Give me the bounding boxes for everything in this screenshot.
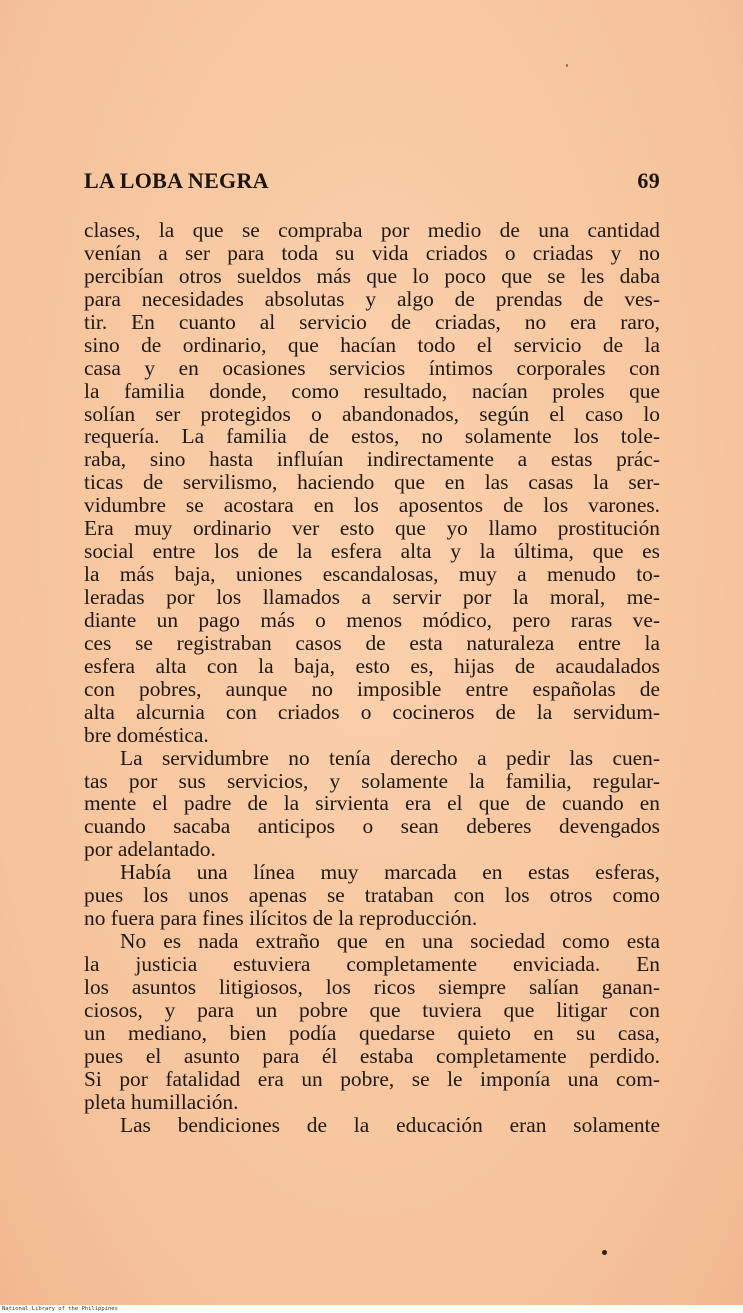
text-line: ces se registraban casos de esta naturaleza entre la [84,630,660,655]
text-line: alta alcurnia con criados o cocineros de la servidum- [84,699,660,724]
text-line: diante un pago más o menos módico, pero raras ve- [84,607,660,632]
text-line: ticas de servilismo, haciendo que en las casas la ser- [84,470,660,495]
text-line: tir. En cuanto al servicio de criadas, no era raro, [84,309,660,334]
text-line: tas por sus servicios, y solamente la familia, regular- [84,768,660,793]
page-number: 69 [637,168,660,193]
text-line: para necesidades absolutas y algo de prendas de ves- [84,286,660,311]
text-line: sino de ordinario, que hacían todo el servicio de la [84,332,660,357]
text-line: Había una línea muy marcada en estas esferas, [120,860,660,885]
text-line: solían ser protegidos o abandonados, según el caso lo [84,401,660,426]
text-line: por adelantado. [84,837,216,862]
text-line: un mediano, bien podía quedarse quieto en su casa, [84,1020,660,1045]
text-line: con pobres, aunque no imposible entre españolas de [84,676,660,701]
text-line: clases, la que se compraba por medio de una cantidad [84,218,660,242]
text-line: pues el asunto para él estaba completamente perdido. [84,1043,660,1068]
text-line: requería. La familia de estos, no solamente los tole- [84,424,660,449]
text-line: La servidumbre no tenía derecho a pedir las cuen- [120,745,660,770]
text-line: la familia donde, como resultado, nacían proles que [84,378,660,403]
text-line: Era muy ordinario ver esto que yo llamo prostitución [84,516,660,541]
text-line: vidumbre se acostara en los aposentos de los varones. [84,493,660,518]
running-title: LA LOBA NEGRA [84,168,269,193]
text-line: Las bendiciones de la educación eran solamente [120,1112,660,1137]
text-line: social entre los de la esfera alta y la última, que es [84,539,660,564]
text-line: la más baja, uniones escandalosas, muy a menudo to- [84,562,660,587]
ink-dot [602,1250,607,1255]
text-line: pleta humillación. [84,1089,239,1114]
text-line: esfera alta con la baja, esto es, hijas de acaudalados [84,653,660,678]
body-text [84,219,660,1137]
text-line: los asuntos litigiosos, los ricos siempre salían ganan- [84,974,660,999]
text-line: pues los unos apenas se trataban con los otros como [84,883,660,908]
text-line: cuando sacaba anticipos o sean deberes devengados [84,814,660,839]
text-line: no fuera para fines ilícitos de la reproducción. [84,906,478,931]
text-line: venían a ser para toda su vida criados o criadas y no [84,240,660,265]
text-line: percibían otros sueldos más que lo poco que se les daba [84,263,660,288]
text-line: raba, sino hasta influían indirectamente a estas prác- [84,447,660,472]
text-line: Si por fatalidad era un pobre, se le imponía una com- [84,1066,660,1091]
text-line: ciosos, y para un pobre que tuviera que litigar con [84,997,660,1022]
paper-speck [566,64,568,67]
text-line: No es nada extraño que en una sociedad como esta [120,929,660,954]
library-credit: National Library of the Philippines [2,1306,118,1312]
text-line: bre doméstica. [84,722,209,747]
page-header [84,168,660,196]
text-line: casa y en ocasiones servicios íntimos corporales con [84,355,660,380]
text-line: mente el padre de la sirvienta era el que de cuando en [84,791,660,816]
text-line: la justicia estuviera completamente enviciada. En [84,952,660,976]
text-line: leradas por los llamados a servir por la moral, me- [84,585,660,609]
